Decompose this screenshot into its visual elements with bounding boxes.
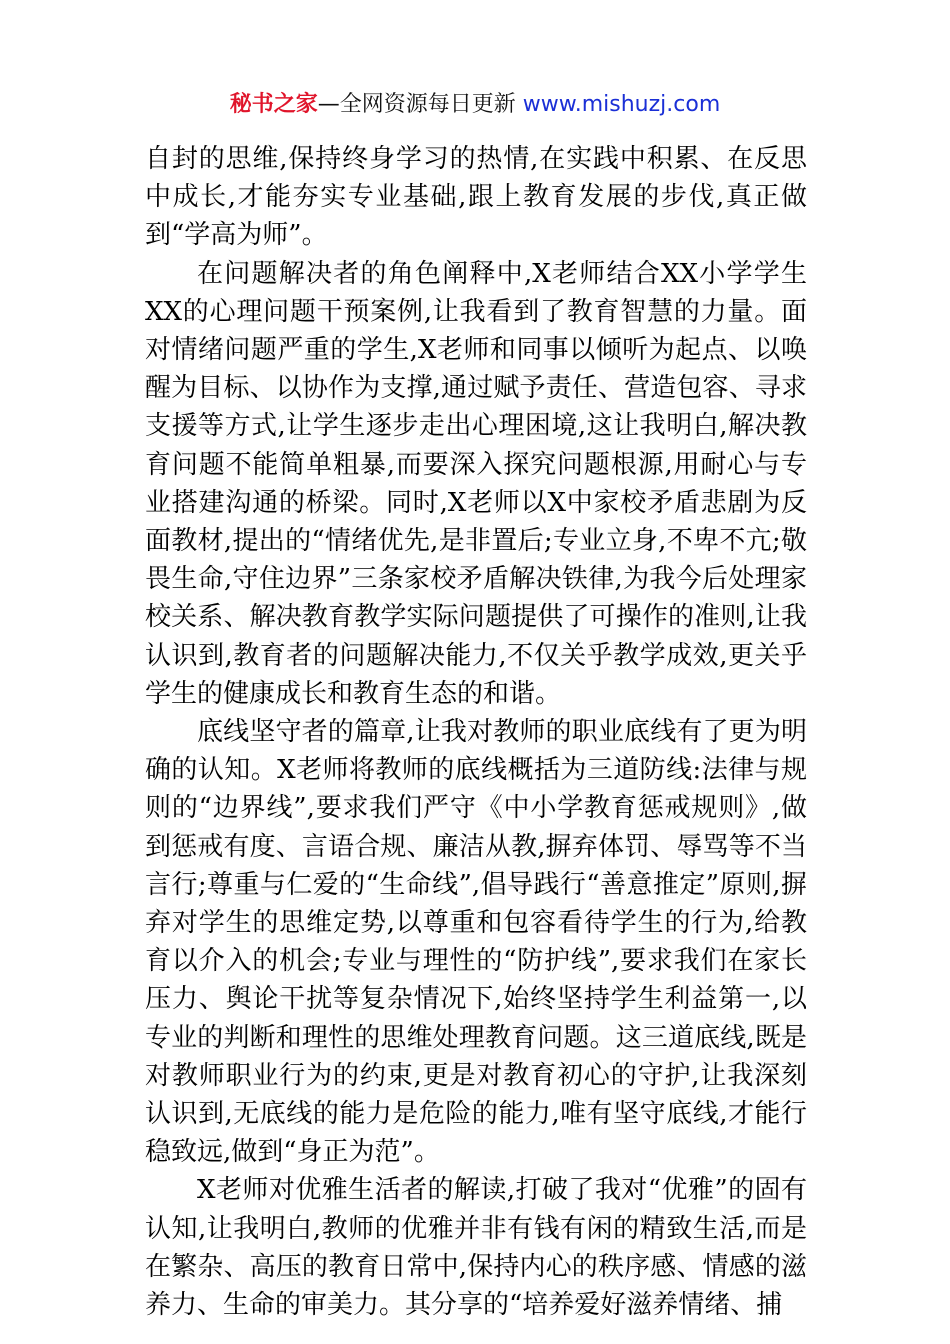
site-url-link[interactable]: www.mishuzj.com <box>522 92 721 117</box>
paragraph-elegant-life: X老师对优雅生活者的解读,打破了我对“优雅”的固有认知,让我明白,教师的优雅并非有钱有闲的精致生活,而是在繁杂、高压的教育日常中,保持内心的秩序感、情感的滋养力、生命的审美力。其分享的“培养爱好滋养情绪、捕 <box>145 1175 807 1321</box>
paragraph-problem-solver: 在问题解决者的角色阐释中,X老师结合XX小学学生XX的心理问题干预案例,让我看到了教育智慧的力量。面对情绪问题严重的学生,X老师和同事以倾听为起点、以唤醒为目标、以协作为支撑,通过赋予责任、营造包容、寻求支援等方式,让学生逐步走出心理困境,这让我明白,解决教育问题不能简单粗暴,而要深入探究问题根源,用耐心与专业搭建沟通的桥梁。同时,X老师以X中家校矛盾悲剧为反面教材,提出的“情绪优先,是非置后;专业立身,不卑不亢;敬畏生命,守住边界”三条家校矛盾解决铁律,为我今后处理家校关系、解决教育教学实际问题提供了可操作的准则,让我认识到,教育者的问题解决能力,不仅关乎教学成效,更关乎学生的健康成长和教育生态的和谐。 <box>145 258 807 709</box>
site-tagline: —全网资源每日更新 <box>317 92 523 117</box>
paragraph-bottom-line: 底线坚守者的篇章,让我对教师的职业底线有了更为明确的认知。X老师将教师的底线概括为三道防线:法律与规则的“边界线”,要求我们严守《中小学教育惩戒规则》,做到惩戒有度、言语合规、廉洁从教,摒弃体罚、辱骂等不当言行;尊重与仁爱的“生命线”,倡导践行“善意推定”原则,摒弃对学生的思维定势,以尊重和包容看待学生的行为,给教育以介入的机会;专业与理性的“防护线”,要求我们在家长压力、舆论干扰等复杂情况下,始终坚持学生利益第一,以专业的判断和理性的思维处理教育问题。这三道底线,既是对教师职业行为的约束,更是对教育初心的守护,让我深刻认识到,无底线的能力是危险的能力,唯有坚守底线,才能行稳致远,做到“身正为范”。 <box>145 717 807 1168</box>
paragraph-continuation: 自封的思维,保持终身学习的热情,在实践中积累、在反思中成长,才能夯实专业基础,跟上教育发展的步伐,真正做到“学高为师”。 <box>145 144 807 251</box>
document-body <box>145 140 807 1324</box>
site-brand: 秘书之家 <box>229 92 318 117</box>
page-header <box>0 88 950 122</box>
